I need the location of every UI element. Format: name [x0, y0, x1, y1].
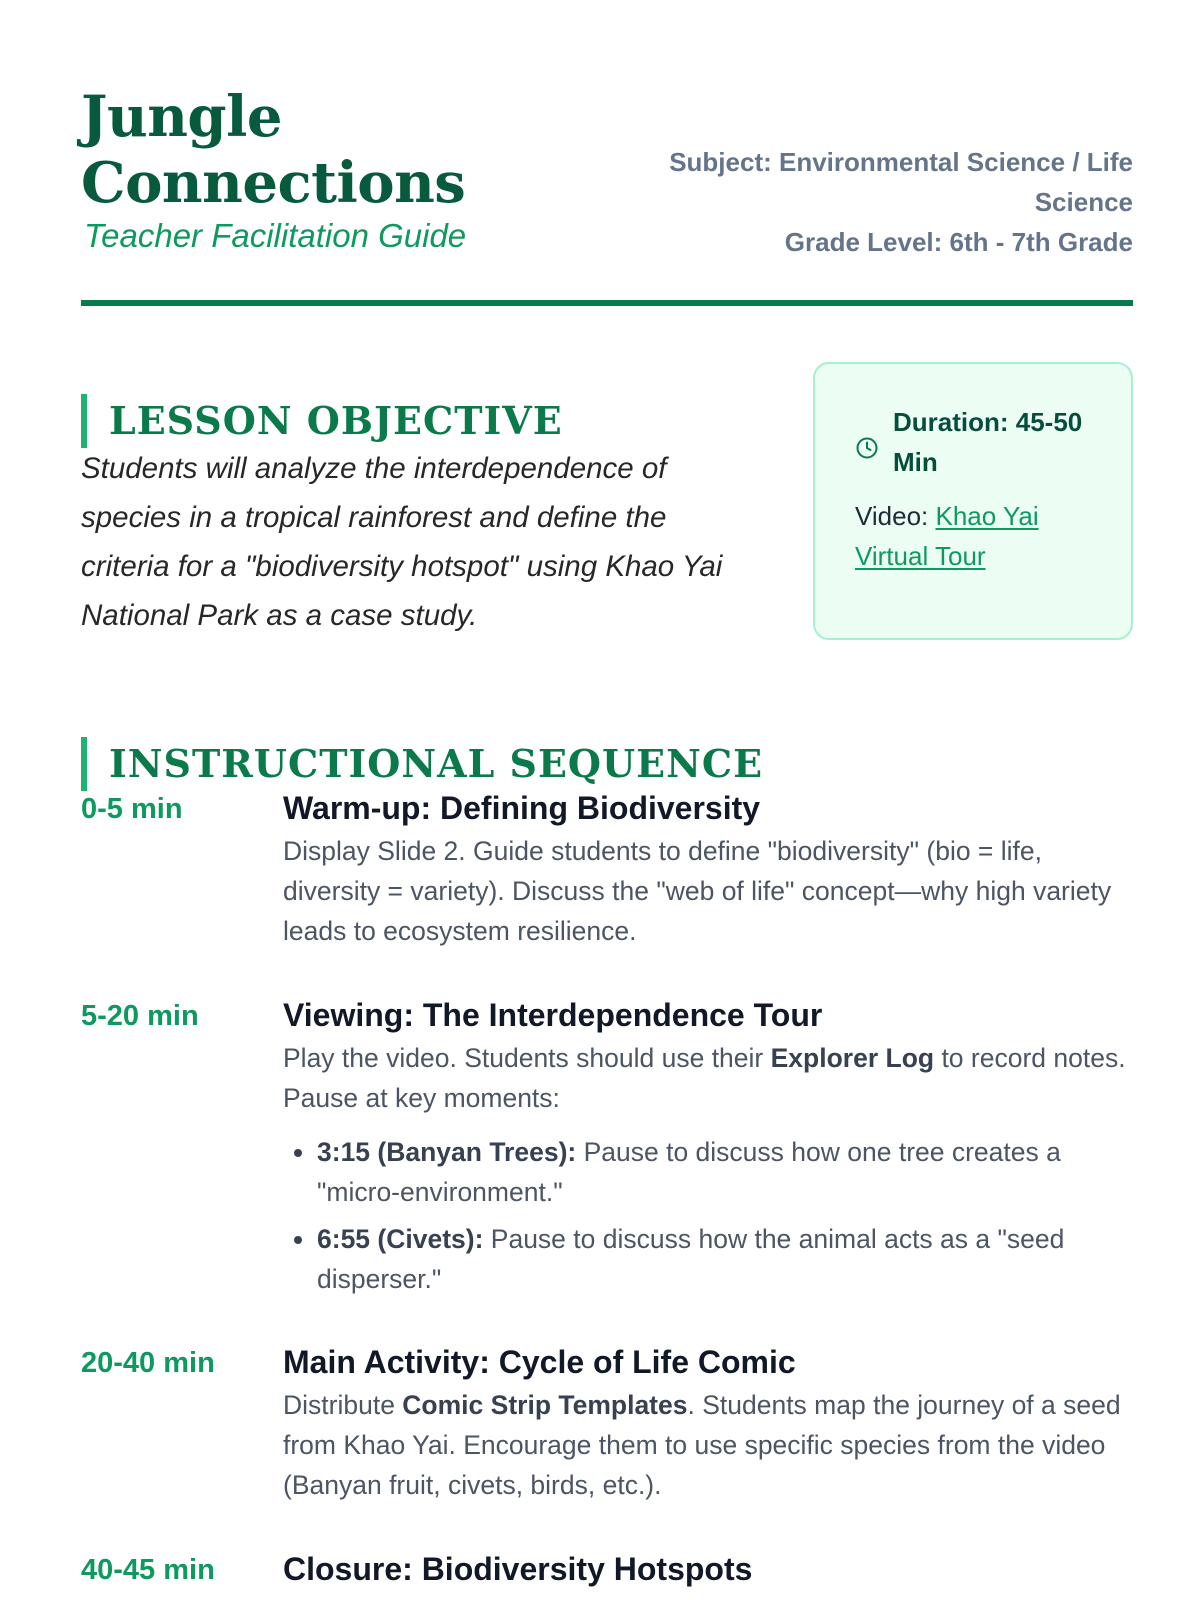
subject-line: Subject: Environmental Science / Life Science [669, 147, 1133, 217]
step-title: Closure: Biodiversity Hotspots [283, 1551, 753, 1587]
step-time: 0-5 min [81, 793, 183, 825]
list-item [317, 1219, 1133, 1299]
step-time: 5-20 min [81, 1000, 199, 1032]
list-item [317, 1132, 1133, 1212]
step-body [283, 995, 1133, 1306]
timestamp-label: 6:55 (Civets): [317, 1224, 484, 1254]
page-title: Jungle Connections [81, 84, 466, 216]
lesson-info-card [813, 362, 1133, 640]
step-title: Viewing: The Interdependence Tour [283, 997, 823, 1033]
step-time: 40-45 min [81, 1554, 215, 1586]
lesson-meta [613, 142, 1133, 262]
instructional-sequence-heading: INSTRUCTIONAL SEQUENCE [81, 737, 763, 791]
step-title: Main Activity: Cycle of Life Comic [283, 1344, 796, 1380]
clock-icon [855, 436, 879, 460]
lesson-objective-heading: LESSON OBJECTIVE [81, 394, 563, 448]
lesson-objective-text: Students will analyze the interdependence of species in a tropical rainforest and define the criteria for a "biodiversity hotspot" using Khao Yai National Park as a case study. [81, 452, 723, 632]
step-description-start: Distribute [283, 1390, 403, 1420]
step-description-end: to record notes. Pause at key moments: [283, 1043, 1126, 1113]
explorer-log-term: Explorer Log [770, 1043, 935, 1073]
step-description: Display Slide 2. Guide students to define "biodiversity" (bio = life, diversity = variety). Discuss the "web of life" concept—why high variety leads to ecosystem resilience. [283, 836, 1112, 946]
comic-template-term: Comic Strip Templates [402, 1390, 688, 1420]
step-description [283, 1038, 1133, 1118]
video-line [855, 496, 1115, 576]
list-item-text: Pause to discuss how one tree creates a "micro-environment." [317, 1137, 1061, 1207]
step-description-end: . Students map the journey of a seed from Khao Yai. Encourage them to use specific species from the video (Banyan fruit, civets, birds, etc.). [283, 1390, 1121, 1500]
video-link[interactable]: Khao Yai Virtual Tour [855, 501, 1039, 571]
guide-page [81, 0, 1133, 1600]
page-header [81, 84, 1133, 306]
step-body [283, 1549, 1133, 1589]
timestamp-label: 3:15 (Banyan Trees): [317, 1137, 577, 1167]
step-time: 20-40 min [81, 1347, 215, 1379]
video-label: Video: [855, 501, 936, 531]
key-moments-list [283, 1132, 1133, 1299]
duration-text: Duration: 45-50 Min [893, 407, 1083, 477]
list-item-text: Pause to discuss how the animal acts as a "seed disperser." [317, 1224, 1065, 1294]
step-body [283, 1342, 1133, 1505]
step-title: Warm-up: Defining Biodiversity [283, 790, 761, 826]
step-body [283, 788, 1133, 951]
grade-level-line: Grade Level: 6th - 7th Grade [784, 227, 1133, 257]
page-subtitle: Teacher Facilitation Guide [84, 217, 467, 254]
step-description [283, 1385, 1133, 1505]
step-description-start: Play the video. Students should use their [283, 1043, 771, 1073]
